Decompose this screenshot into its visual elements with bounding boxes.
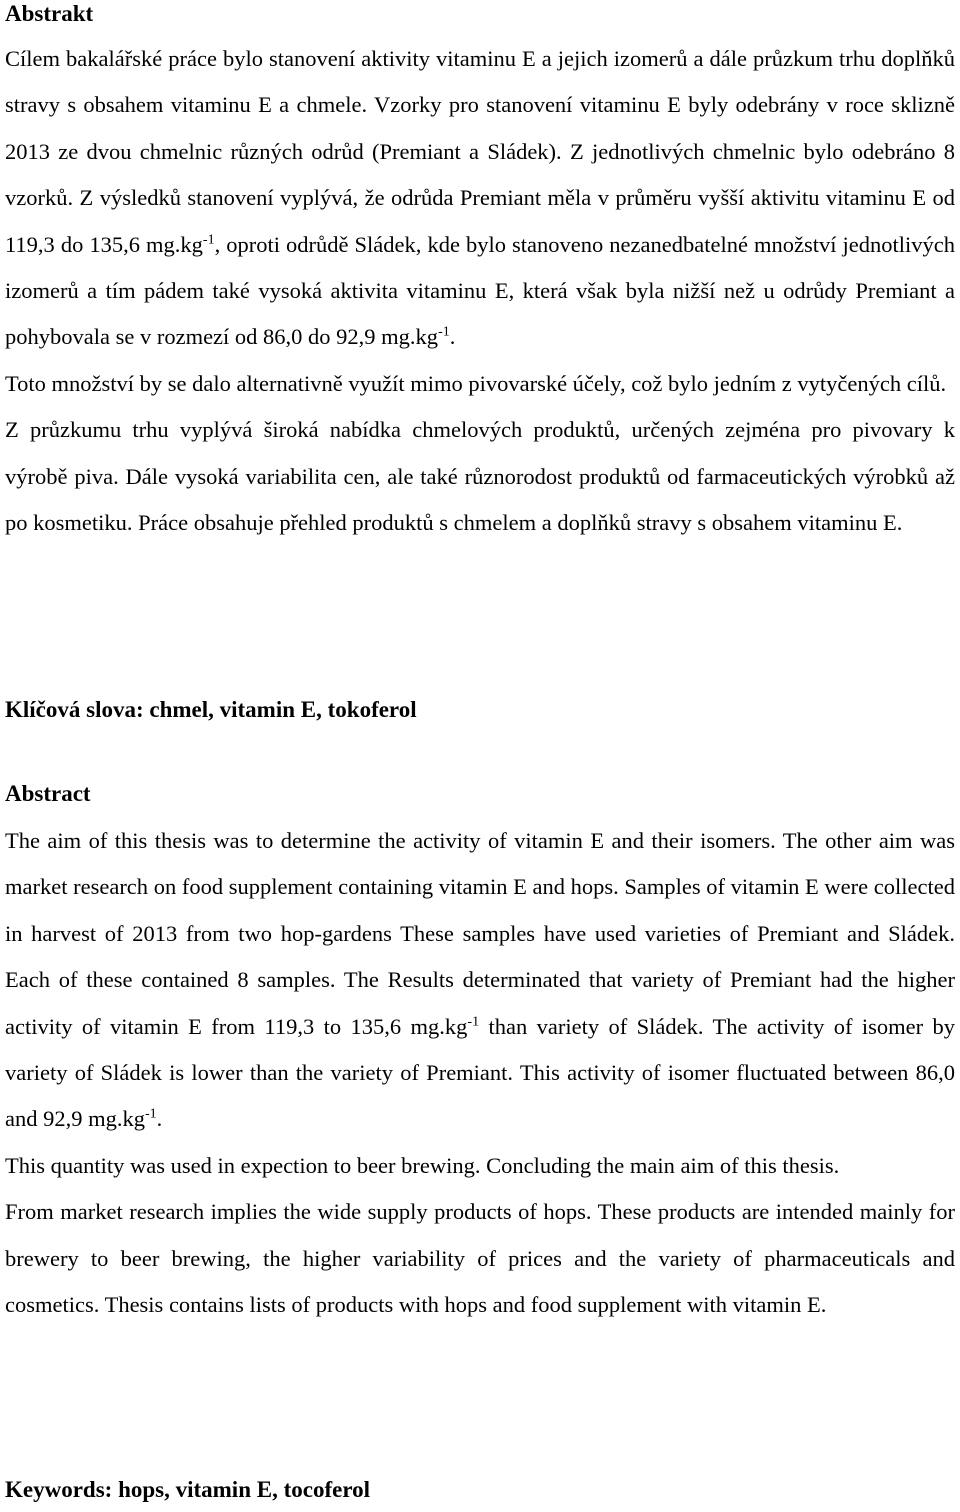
english-abstract-paragraph-1 [5,818,955,1143]
english-p1-superscript-1: -1 [467,1014,480,1030]
english-keywords: Keywords: hops, vitamin E, tocoferol [5,1477,371,1502]
czech-p1-part-a: Cílem bakalářské práce bylo stanovení aktivity vitaminu E a jejich izomerů a dále průzkum trhu doplňků stravy s obsahem vitaminu E a chmele. Vzorky pro stanovení vitaminu E byly odebrány v roce sklizně 2013 ze dvou chmelnic různých odrůd (Premiant a Sládek). Z jednotlivých chmelnic bylo odebráno 8 vzorků. Z výsledků stanovení vyplývá, že odrůda Premiant měla v průměru vyšší aktivitu vitaminu E od 119,3 do 135,6 mg.kg [5,46,955,257]
czech-abstract-paragraph-1 [5,36,955,361]
czech-abstract-paragraph-2: Toto množství by se dalo alternativně využít mimo pivovarské účely, což bylo jedním z vytyčených cílů. [5,370,947,396]
english-p1-part-a: The aim of this thesis was to determine the activity of vitamin E and their isomers. The other aim was market research on food supplement containing vitamin E and hops. Samples of vitamin E were collected in harvest of 2013 from two hop-gardens These samples have used varieties of Premiant and Sládek. Each of these contained 8 samples. The Results determinated that variety of Premiant had the higher activity of vitamin E from 119,3 to 135,6 mg.kg [5,828,955,1039]
english-p1-superscript-2: -1 [145,1106,157,1122]
czech-abstract-paragraph-3: Z průzkumu trhu vyplývá široká nabídka chmelových produktů, určených zejména pro pivovary k výrobě piva. Dále vysoká variabilita cen, ale také různorodost produktů od farmaceutických výrobků až po kosmetiku. Práce obsahuje přehled produktů s chmelem a doplňků stravy s obsahem vitaminu E. [5,417,955,536]
english-p1-part-b: than variety of Sládek. The activity of isomer by variety of Sládek is lower than the variety of Premiant. This activity of isomer fluctuated between 86,0 and 92,9 mg.kg [5,1013,955,1132]
czech-abstract-heading: Abstrakt [5,1,94,26]
english-abstract-heading: Abstract [5,781,91,806]
english-abstract-paragraph-3: From market research implies the wide supply products of hops. These products are intended mainly for brewery to beer brewing, the higher variability of prices and the variety of pharmaceuticals and cosmetics. Thesis contains lists of products with hops and food supplement with vitamin E. [5,1199,955,1318]
english-abstract-paragraph-2: This quantity was used in expection to beer brewing. Concluding the main aim of this thesis. [5,1152,840,1178]
english-abstract-body [5,818,955,1328]
czech-abstract-body [5,36,955,546]
czech-p1-part-c: . [449,324,456,350]
czech-keywords: Klíčová slova: chmel, vitamin E, tokoferol [5,697,417,722]
english-p1-part-c: . [156,1106,163,1132]
czech-p1-part-b: , oproti odrůdě Sládek, kde bylo stanoveno nezanedbatelné množství jednotlivých izomerů a tím pádem také vysoká aktivita vitaminu E, která však byla nižší než u odrůdy Premiant a pohybovala se v rozmezí od 86,0 do 92,9 mg.kg [5,231,955,350]
czech-p1-superscript-1: -1 [202,232,215,248]
czech-p1-superscript-2: -1 [438,324,450,340]
